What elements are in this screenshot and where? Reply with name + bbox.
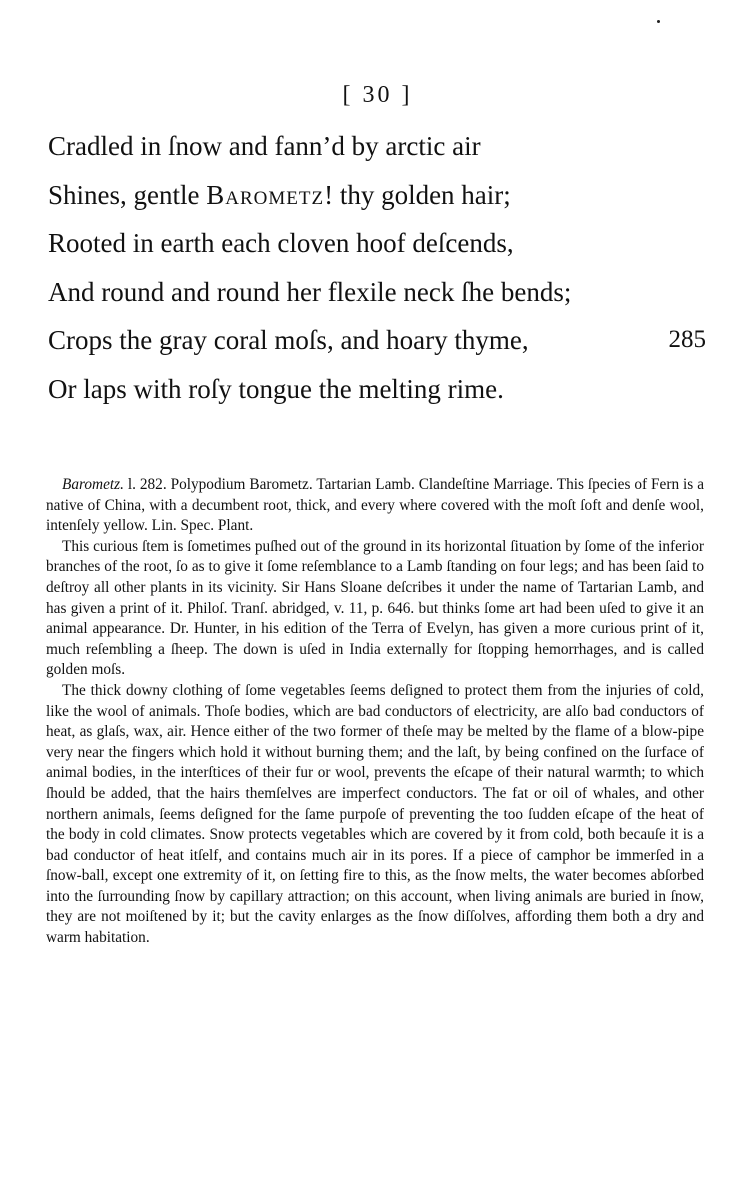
verse-text-post: ! thy golden hair; (324, 179, 511, 210)
verse-text-pre: Shines, gentle (48, 179, 207, 210)
verse-text: Rooted in earth each cloven hoof deſcends, (48, 228, 514, 258)
verse-line-6 (48, 365, 710, 414)
footnote-paragraph-3: The thick downy clothing of ſome vegetables ſeems deſigned to protect them from the injuries of cold, like the wool of animals. Thoſe bodies, which are bad conductors of electricity, are alſo bad conductors of heat, as glaſs, wax, air. Hence either of the two former of theſe may be melted by the flame of a blow-pipe very near the fingers which hold it without burning them; and the laſt, by being confined on the ſurface of animal bodies, in the interſtices of their fur or wool, prevents the eſcape of their natural warmth; to which ſhould be added, that the hairs themſelves are imperfect conductors. The fat or oil of whales, and other northern animals, ſeems deſigned for the ſame purpoſe of preventing the too ſudden eſcape of the heat of the body in cold climates. Snow protects vegetables which are covered by it from cold, both becauſe it is a bad conductor of heat itſelf, and contains much air in its pores. If a piece of camphor be immerſed in a ſnow-ball, except one extremity of it, on ſetting fire to this, as the ſnow melts, the water becomes abſorbed into the ſurrounding ſnow by capillary attraction; on this account, when living animals are buried in ſnow, they are not moiſtened by it; but the cavity enlarges as the ſnow diſſolves, affording them both a dry and warm habitation. (46, 681, 704, 947)
footnote-block (46, 475, 704, 949)
verse-line-5 (48, 316, 710, 365)
footnote-lemma: Barometz. (62, 476, 124, 493)
page-number: [ 30 ] (342, 82, 413, 108)
verse-text: And round and round her flexile neck ſhe bends; (48, 276, 572, 307)
page-mark (657, 20, 660, 23)
verse-text: Cradled in ſnow and fann’d by arctic air (48, 131, 481, 161)
verse-name-barometz: Barometz (206, 179, 325, 210)
verse-line-3 (48, 219, 710, 268)
footnote-paragraph-1 (46, 475, 704, 537)
verse-line-2 (48, 171, 710, 220)
verse-line-4 (48, 268, 710, 317)
verse-text: Or laps with roſy tongue the melting rime. (48, 373, 504, 404)
verse-text: Crops the gray coral moſs, and hoary thyme, (48, 325, 529, 355)
verse-block (48, 122, 710, 413)
line-number: 285 (668, 326, 706, 353)
footnote-text: l. 282. Polypodium Barometz. Tartarian Lamb. Clandeſtine Marriage. This ſpecies of Fern is a native of China, with a decumbent root, thick, and every where covered with the moſt ſoft and denſe wool, intenſely yellow. Lin. Spec. Plant. (46, 476, 704, 535)
verse-line-1 (48, 122, 710, 171)
footnote-paragraph-2: This curious ſtem is ſometimes puſhed out of the ground in its horizontal ſituation by ſome of the inferior branches of the root, ſo as to give it ſome reſemblance to a Lamb ſtanding on four legs; and has been ſaid to deſtroy all other plants in its vicinity. Sir Hans Sloane deſcribes it under the name of Tartarian Lamb, and has given a print of it. Philoſ. Tranſ. abridged, v. 11, p. 646. but thinks ſome art had been uſed to give it an animal appearance. Dr. Hunter, in his edition of the Terra of Evelyn, has given a more curious print of it, much reſembling a ſheep. The down is uſed in India externally for ſtopping hemorrhages, and is called golden moſs. (46, 537, 704, 679)
